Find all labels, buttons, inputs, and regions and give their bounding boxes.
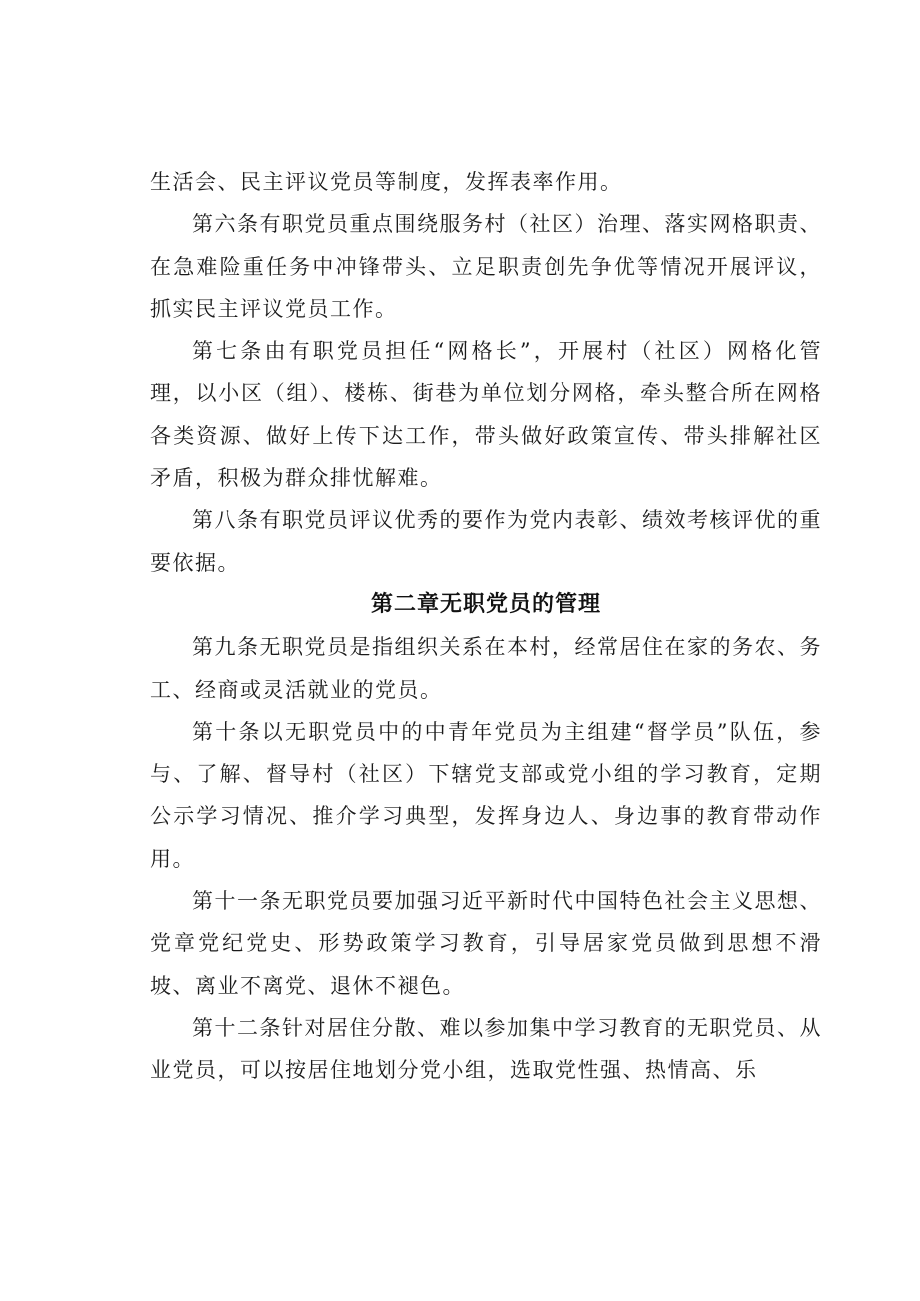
paragraph-article-8: 第八条有职党员评议优秀的要作为党内表彰、绩效考核评优的重要依据。	[150, 508, 822, 575]
paragraph-article-7: 第七条由有职党员担任“网格长”，开展村（社区）网格化管理，以小区（组）、楼栋、街巷为单位划分网格，牵头整合所在网格各类资源、做好上传下达工作，带头做好政策宣传、带头排解社区矛盾，积极为群众排忧解难。	[150, 339, 822, 491]
paragraph-article-12: 第十二条针对居住分散、难以参加集中学习教育的无职党员、从业党员，可以按居住地划分党小组，选取党性强、热情高、乐	[150, 1015, 822, 1083]
paragraph-article-9: 第九条无职党员是指组织关系在本村，经常居住在家的务农、务工、经商或灵活就业的党员。	[150, 635, 822, 702]
chapter-heading: 第二章无职党员的管理	[370, 591, 601, 617]
paragraph-article-11: 第十一条无职党员要加强习近平新时代中国特色社会主义思想、党章党纪党史、形势政策学习教育，引导居家党员做到思想不滑坡、离业不离党、退休不褪色。	[150, 889, 822, 998]
paragraph-continuation: 生活会、民主评议党员等制度，发挥表率作用。	[150, 170, 623, 194]
paragraph-article-10: 第十条以无职党员中的中青年党员为主组建“督学员”队伍，参与、了解、督导村（社区）下辖党支部或党小组的学习教育，定期公示学习情况、推介学习典型，发挥身边人、身边事的教育带动作用。	[150, 719, 822, 871]
paragraph-article-6: 第六条有职党员重点围绕服务村（社区）治理、落实网格职责、在急难险重任务中冲锋带头、立足职责创先争优等情况开展评议，抓实民主评议党员工作。	[150, 212, 822, 321]
document-body	[150, 161, 822, 1092]
